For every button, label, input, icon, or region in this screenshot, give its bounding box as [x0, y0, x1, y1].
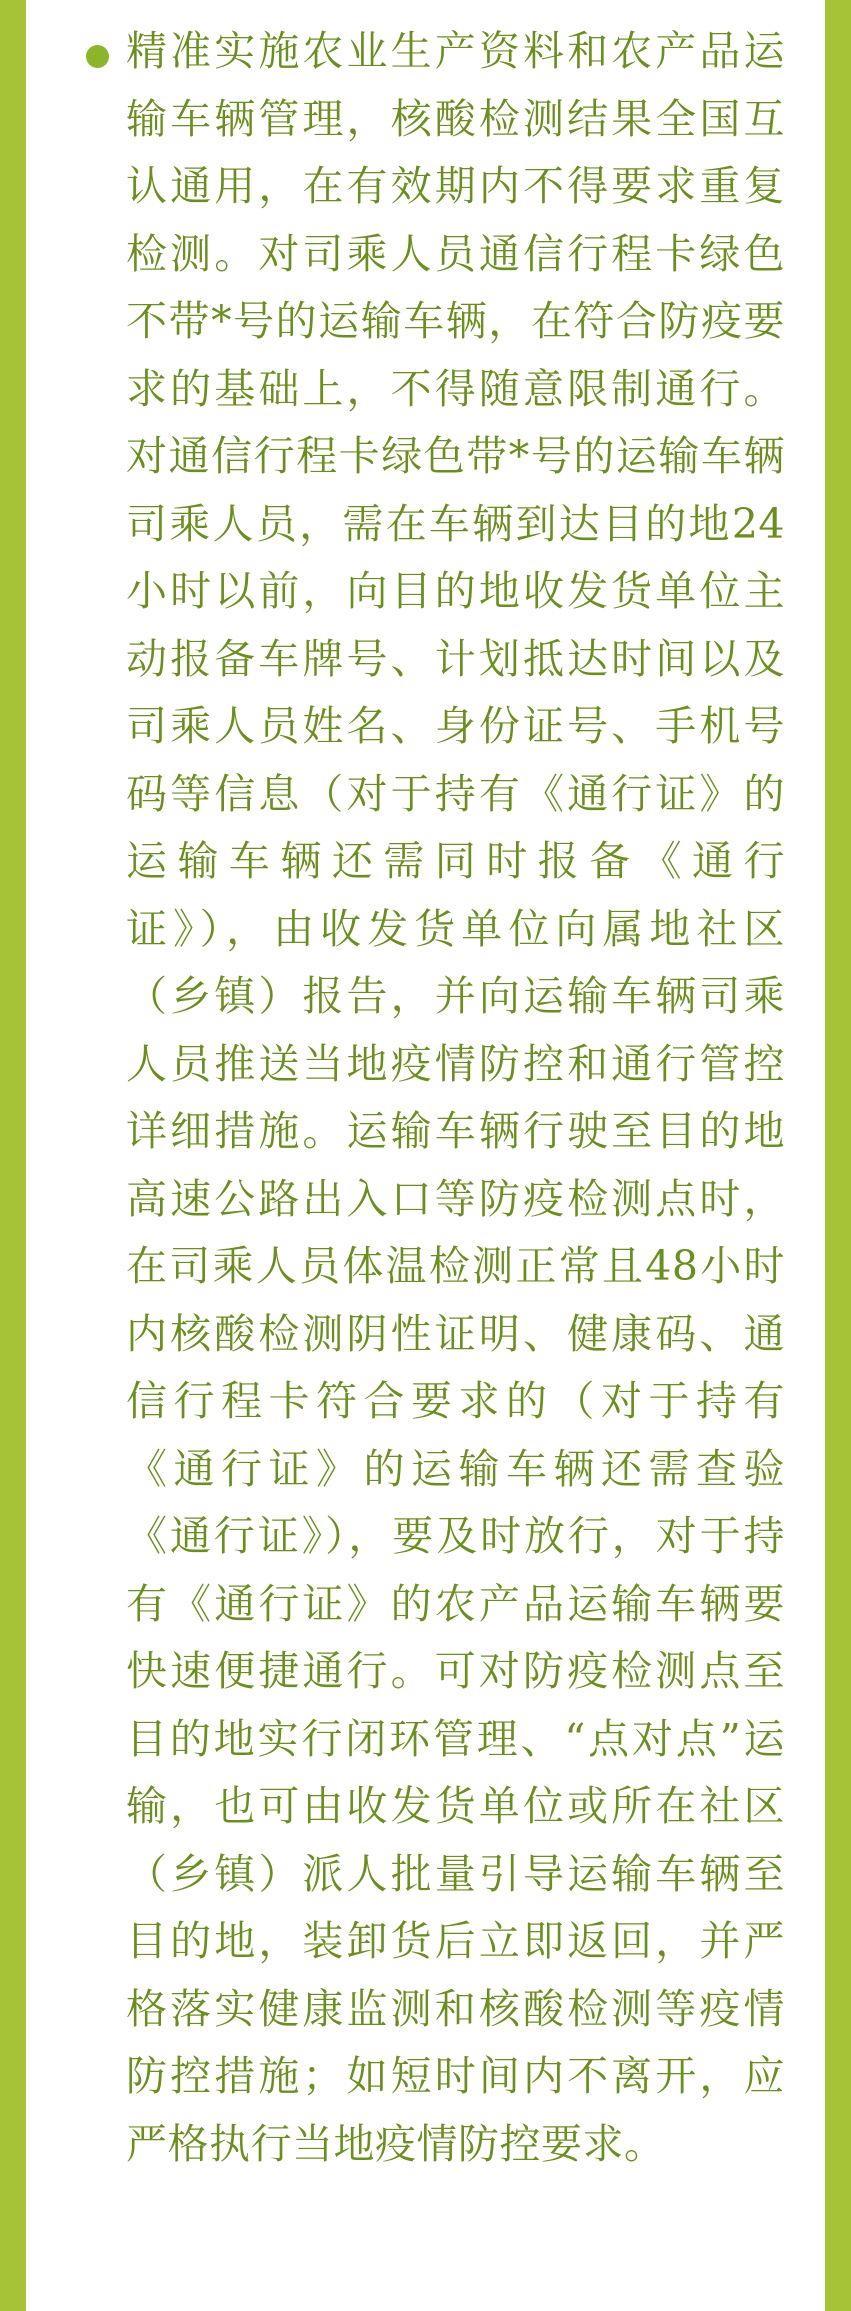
left-accent-bar — [0, 0, 26, 2311]
paragraph-block — [60, 18, 785, 2178]
bullet-point-icon — [86, 45, 109, 68]
document-content — [26, 0, 825, 2311]
right-accent-bar — [825, 0, 851, 2311]
paragraph-text: 精准实施农业生产资料和农产品运输车辆管理，核酸检测结果全国互认通用，在有效期内不得要求重复检测。对司乘人员通信行程卡绿色不带*号的运输车辆，在符合防疫要求的基础上，不得随意限制通行。对通信行程卡绿色带*号的运输车辆司乘人员，需在车辆到达目的地24小时以前，向目的地收发货单位主动报备车牌号、计划抵达时间以及司乘人员姓名、身份证号、手机号码等信息（对于持有《通行证》的运输车辆还需同时报备《通行证》），由收发货单位向属地社区（乡镇）报告，并向运输车辆司乘人员推送当地疫情防控和通行管控详细措施。运输车辆行驶至目的地高速公路出入口等防疫检测点时，在司乘人员体温检测正常且48小时内核酸检测阴性证明、健康码、通信行程卡符合要求的（对于持有《通行证》的运输车辆还需查验《通行证》），要及时放行，对于持有《通行证》的农产品运输车辆要快速便捷通行。可对防疫检测点至目的地实行闭环管理、“点对点”运输，也可由收发货单位或所在社区（乡镇）派人批量引导运输车辆至目的地，装卸货后立即返回，并严格落实健康监测和核酸检测等疫情防控措施；如短时间内不离开，应严格执行当地疫情防控要求。 — [126, 27, 785, 2168]
